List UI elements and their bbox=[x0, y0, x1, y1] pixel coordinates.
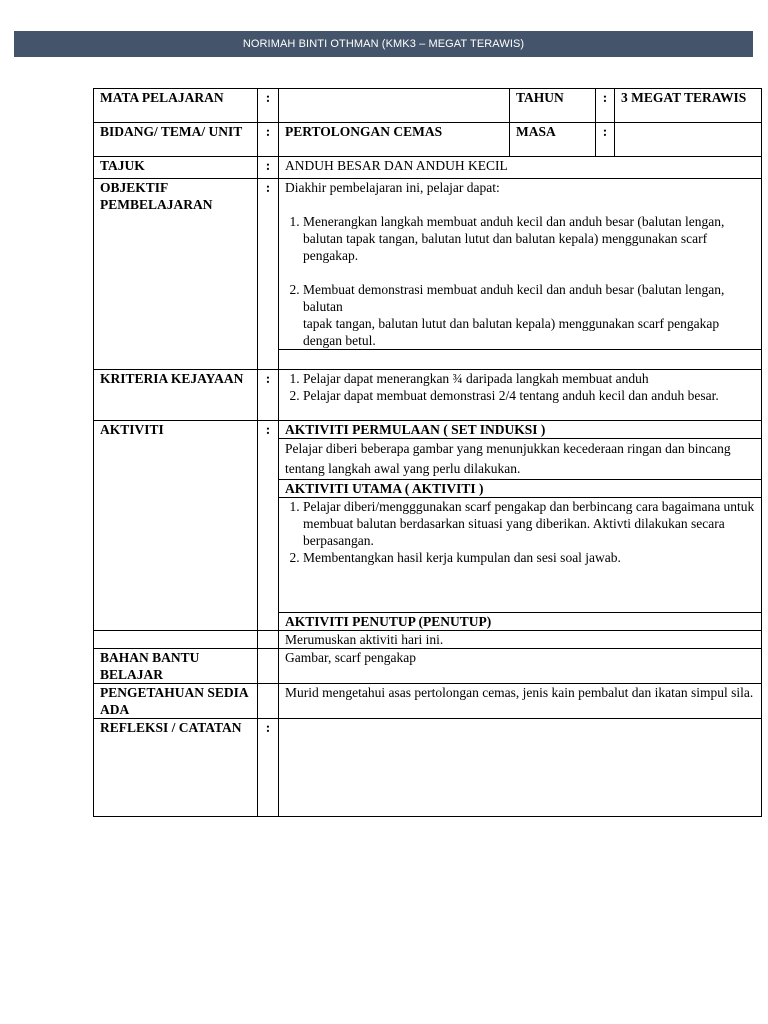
row-aktiviti-permulaan-title bbox=[94, 421, 762, 439]
masa-label: MASA bbox=[510, 123, 596, 157]
row-refleksi bbox=[94, 719, 762, 817]
colon: : bbox=[258, 719, 279, 817]
row-mata-pelajaran bbox=[94, 89, 762, 123]
objektif-list bbox=[285, 213, 755, 264]
aktiviti-penutup-title: AKTIVITI PENUTUP (PENUTUP) bbox=[279, 613, 762, 631]
mata-pelajaran-label: MATA PELAJARAN bbox=[94, 89, 258, 123]
aktiviti-utama-item: 1. Pelajar diberi/mengggunakan scarf pengakap dan berbincang cara bagaimana untuk membuat balutan berdasarkan situasi yang diberikan. Aktivti dilakukan secara berpasangan. bbox=[303, 498, 755, 549]
aktiviti-utama-item: 2. Membentangkan hasil kerja kumpulan dan sesi soal jawab. bbox=[303, 549, 755, 566]
aktiviti-penutup-text: Merumuskan aktiviti hari ini. bbox=[279, 631, 762, 649]
objektif-list bbox=[285, 281, 755, 349]
colon: : bbox=[596, 89, 615, 123]
pengetahuan-label: PENGETAHUAN SEDIA ADA bbox=[94, 684, 258, 719]
colon: : bbox=[258, 123, 279, 157]
row-kriteria bbox=[94, 370, 762, 421]
empty-cell bbox=[279, 350, 762, 370]
aktiviti-label: AKTIVITI bbox=[94, 421, 258, 631]
kriteria-label: KRITERIA KEJAYAAN bbox=[94, 370, 258, 421]
bahan-label: BAHAN BANTU BELAJAR bbox=[94, 649, 258, 684]
empty-cell bbox=[258, 649, 279, 684]
objektif-content bbox=[279, 179, 762, 350]
bidang-value: PERTOLONGAN CEMAS bbox=[279, 123, 510, 157]
mata-pelajaran-value bbox=[279, 89, 510, 123]
colon: : bbox=[258, 370, 279, 421]
refleksi-label: REFLEKSI / CATATAN bbox=[94, 719, 258, 817]
colon: : bbox=[258, 421, 279, 631]
tajuk-value: ANDUH BESAR DAN ANDUH KECIL bbox=[279, 157, 762, 179]
masa-value bbox=[615, 123, 762, 157]
colon: : bbox=[258, 157, 279, 179]
aktiviti-permulaan-text: Pelajar diberi beberapa gambar yang menunjukkan kecederaan ringan dan bincang tentang langkah awal yang perlu dilakukan. bbox=[279, 439, 762, 480]
row-bahan bbox=[94, 649, 762, 684]
objektif-intro: Diakhir pembelajaran ini, pelajar dapat: bbox=[285, 180, 500, 195]
aktiviti-permulaan-title: AKTIVITI PERMULAAN ( SET INDUKSI ) bbox=[279, 421, 762, 439]
pengetahuan-value: Murid mengetahui asas pertolongan cemas, jenis kain pembalut dan ikatan simpul sila. bbox=[279, 684, 762, 719]
kriteria-content bbox=[279, 370, 762, 421]
aktiviti-utama-list bbox=[285, 498, 755, 566]
kriteria-list bbox=[285, 370, 755, 404]
aktiviti-utama-title: AKTIVITI UTAMA ( AKTIVITI ) bbox=[279, 480, 762, 498]
refleksi-value bbox=[279, 719, 762, 817]
tahun-value: 3 MEGAT TERAWIS bbox=[615, 89, 762, 123]
empty-cell bbox=[258, 684, 279, 719]
page-header bbox=[14, 31, 753, 57]
colon: : bbox=[258, 89, 279, 123]
objektif-item: 2. Membuat demonstrasi membuat anduh kecil dan anduh besar (balutan lengan, balutan tapak tangan, balutan lutut dan balutan kepala) menggunakan scarf pengakap dengan betul. bbox=[303, 281, 755, 349]
objektif-label: OBJEKTIF PEMBELAJARAN bbox=[94, 179, 258, 370]
empty-cell bbox=[258, 631, 279, 649]
aktiviti-utama-content bbox=[279, 498, 762, 613]
header-title: NORIMAH BINTI OTHMAN (KMK3 – MEGAT TERAWIS) bbox=[242, 38, 525, 50]
bahan-value: Gambar, scarf pengakap bbox=[279, 649, 762, 684]
bidang-label: BIDANG/ TEMA/ UNIT bbox=[94, 123, 258, 157]
colon: : bbox=[596, 123, 615, 157]
row-bidang bbox=[94, 123, 762, 157]
objektif-item: 1. Menerangkan langkah membuat anduh kecil dan anduh besar (balutan lengan, balutan tapak tangan, balutan lutut dan balutan kepala) menggunakan scarf pengakap. bbox=[303, 213, 755, 264]
lesson-plan-table bbox=[93, 88, 762, 817]
kriteria-item: 2. Pelajar dapat membuat demonstrasi 2/4 tentang anduh kecil dan anduh besar. bbox=[303, 387, 755, 404]
tajuk-label: TAJUK bbox=[94, 157, 258, 179]
row-pengetahuan bbox=[94, 684, 762, 719]
row-objektif bbox=[94, 179, 762, 350]
empty-cell bbox=[94, 631, 258, 649]
tahun-label: TAHUN bbox=[510, 89, 596, 123]
colon: : bbox=[258, 179, 279, 370]
row-aktiviti-penutup bbox=[94, 631, 762, 649]
row-tajuk bbox=[94, 157, 762, 179]
kriteria-item: 1. Pelajar dapat menerangkan ¾ daripada langkah membuat anduh bbox=[303, 370, 755, 387]
